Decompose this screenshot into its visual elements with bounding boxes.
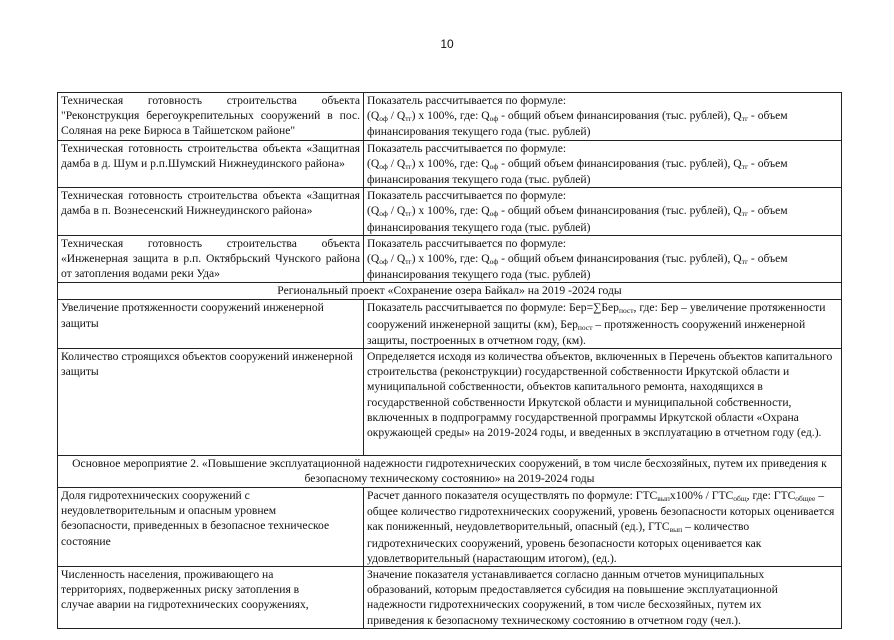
formula-intro: Показатель рассчитывается по формуле: bbox=[367, 236, 567, 250]
formula-part: / Q bbox=[387, 252, 406, 266]
indicator-name: Доля гидротехнических сооружений с неудовлетворительным и опасным уровнем безопасности, приведенных в безопасное техническое состояние bbox=[58, 488, 364, 567]
indicators-table bbox=[57, 92, 842, 629]
formula-part: - объем финансирования текущего года (тыс. рублей) bbox=[367, 204, 788, 234]
subscript: тг bbox=[405, 114, 412, 124]
formula-part: Расчет данного показателя осуществлять по формуле: ГТС bbox=[367, 489, 658, 503]
formula-part: - общий объем финансирования (тыс. рублей), Q bbox=[498, 204, 742, 218]
indicator-name: Численность населения, проживающего на территориях, подверженных риску затопления в случае аварии на гидротехнических сооружениях, bbox=[58, 567, 364, 629]
formula-part: , где: Бер – увеличение протяженности сооружений инженерной защиты (км), Бер bbox=[367, 301, 826, 331]
subscript: оф bbox=[379, 209, 388, 219]
formula-part: ) х 100%, где: Q bbox=[411, 156, 490, 170]
subscript: тг bbox=[741, 209, 749, 219]
formula-part: ) х 100%, где: Q bbox=[411, 109, 490, 123]
table-row bbox=[58, 140, 842, 188]
formula-intro: Показатель рассчитывается по формуле: bbox=[367, 189, 567, 203]
subscript: оф bbox=[489, 114, 499, 124]
indicator-formula bbox=[364, 235, 842, 283]
page-number: 10 bbox=[440, 37, 454, 51]
subscript: общее bbox=[795, 494, 816, 504]
formula-part: (Q bbox=[367, 204, 380, 218]
subscript: оф bbox=[489, 161, 499, 171]
formula-part: / Q bbox=[387, 204, 406, 218]
formula-part: ) х 100%, где: Q bbox=[411, 252, 490, 266]
indicator-formula bbox=[364, 140, 842, 188]
formula-part: – общее количество гидротехнических сооружений, уровень безопасности которых оценивается как пониженный, неудовлетворительный, опасный (ед.), ГТС bbox=[367, 489, 835, 534]
subscript: общ bbox=[733, 494, 747, 504]
subscript: пост bbox=[618, 306, 634, 316]
indicator-method: Значение показателя устанавливается согласно данным отчетов муниципальных образований, которым предоставляется субсидия на повышение эксплуатационной надежности гидротехнических сооружений, в том числе бесхозяйных, путем их приведения к безопасному техническому состоянию в отчетном году (чел.). bbox=[364, 567, 842, 629]
indicator-name: Техническая готовность строительства объекта "Реконструкция берегоукрепительных сооружений в пос. Соляная на реке Бирюса в Тайшетском районе" bbox=[58, 93, 364, 141]
formula-part: / Q bbox=[387, 109, 406, 123]
formula-part: , где: ГТС bbox=[746, 489, 796, 503]
formula-part: - объем финансирования текущего года (тыс. рублей) bbox=[367, 156, 788, 187]
indicator-name: Количество строящихся объектов сооружений инженерной защиты bbox=[58, 349, 364, 456]
table-row bbox=[58, 93, 842, 141]
subscript: оф bbox=[379, 114, 388, 124]
subscript: вып bbox=[657, 494, 670, 504]
subscript: вып bbox=[669, 525, 683, 535]
section-heading-baikal: Региональный проект «Сохранение озера Байкал» на 2019 -2024 годы bbox=[58, 283, 842, 300]
section-row bbox=[58, 456, 842, 488]
table-row bbox=[58, 300, 842, 349]
formula-part: (Q bbox=[367, 109, 380, 123]
indicator-method: Определяется исходя из количества объектов, включенных в Перечень объектов капитального строительства (реконструкции) государственной собственности Иркутской области и муниципальной собственности, объектов капитального ремонта, находящихся в государственной собственности Иркутской области и муниципальной собственности, включенных в подпрограмму государственной программы Иркутской области «Охрана окружающей среды» на 2019-2024 годы, и введенных в эксплуатацию в отчетном году (ед.). bbox=[364, 349, 842, 456]
formula-part: - объем финансирования текущего года (тыс. рублей) bbox=[367, 109, 788, 139]
subscript: оф bbox=[379, 161, 388, 171]
indicator-formula bbox=[364, 300, 842, 349]
formula-intro: Показатель рассчитывается по формуле: bbox=[367, 94, 567, 107]
table-row bbox=[58, 567, 842, 629]
formula-part: - общий объем финансирования (тыс. рублей), Q bbox=[498, 109, 742, 123]
subscript: оф bbox=[489, 209, 499, 219]
section-heading-main-event-2: Основное мероприятие 2. «Повышение эксплуатационной надежности гидротехнических сооружений, в том числе бесхозяйных, путем их приведения к безопасному техническому состоянию» на 2019-2024 годы bbox=[58, 456, 842, 488]
subscript: оф bbox=[379, 257, 388, 267]
indicator-formula bbox=[364, 488, 842, 567]
formula-part: ) х 100%, где: Q bbox=[411, 204, 490, 218]
formula-part: (Q bbox=[367, 252, 380, 266]
indicator-name: Техническая готовность строительства объекта «Инженерная защита в р.п. Октябрьский Чунского района от затопления водами реки Уда» bbox=[58, 235, 364, 283]
subscript: тг bbox=[741, 161, 749, 171]
section-row bbox=[58, 283, 842, 300]
formula-part: - общий объем финансирования (тыс. рублей), Q bbox=[498, 156, 742, 170]
formula-part: (Q bbox=[367, 156, 380, 170]
subscript: тг bbox=[741, 114, 749, 124]
table-row bbox=[58, 235, 842, 283]
indicator-name: Техническая готовность строительства объекта «Защитная дамба в п. Вознесенский Нижнеудинского района» bbox=[58, 188, 364, 236]
table-row bbox=[58, 188, 842, 236]
formula-part: / Q bbox=[387, 156, 406, 170]
table-row bbox=[58, 349, 842, 456]
subscript: оф bbox=[489, 257, 499, 267]
table-row bbox=[58, 488, 842, 567]
formula-part: – количество гидротехнических сооружений, уровень безопасности которых оценивается как удовлетворительный (нарастающим итогом), (ед.). bbox=[367, 520, 762, 565]
formula-part: - общий объем финансирования (тыс. рублей), Q bbox=[498, 252, 742, 266]
subscript: тг bbox=[405, 161, 412, 171]
indicator-name: Техническая готовность строительства объекта «Защитная дамба в д. Шум и р.п.Шумский Нижнеудинского района» bbox=[58, 140, 364, 188]
subscript: тг bbox=[405, 209, 412, 219]
formula-part: Показатель рассчитывается по формуле: Бер=∑Бер bbox=[367, 301, 619, 315]
indicator-formula bbox=[364, 188, 842, 236]
subscript: пост bbox=[577, 322, 593, 332]
subscript: тг bbox=[405, 257, 412, 267]
formula-part: - объем финансирования текущего года (тыс. рублей) bbox=[367, 252, 788, 282]
subscript: тг bbox=[741, 257, 749, 267]
formula-intro: Показатель рассчитывается по формуле: bbox=[367, 141, 567, 155]
formula-part: х100% / ГТС bbox=[669, 489, 734, 503]
indicator-name: Увеличение протяженности сооружений инженерной защиты bbox=[58, 300, 364, 349]
formula-part: – протяженность сооружений инженерной защиты, построенных в отчетном году, (км). bbox=[367, 317, 806, 347]
indicator-formula bbox=[364, 93, 842, 141]
